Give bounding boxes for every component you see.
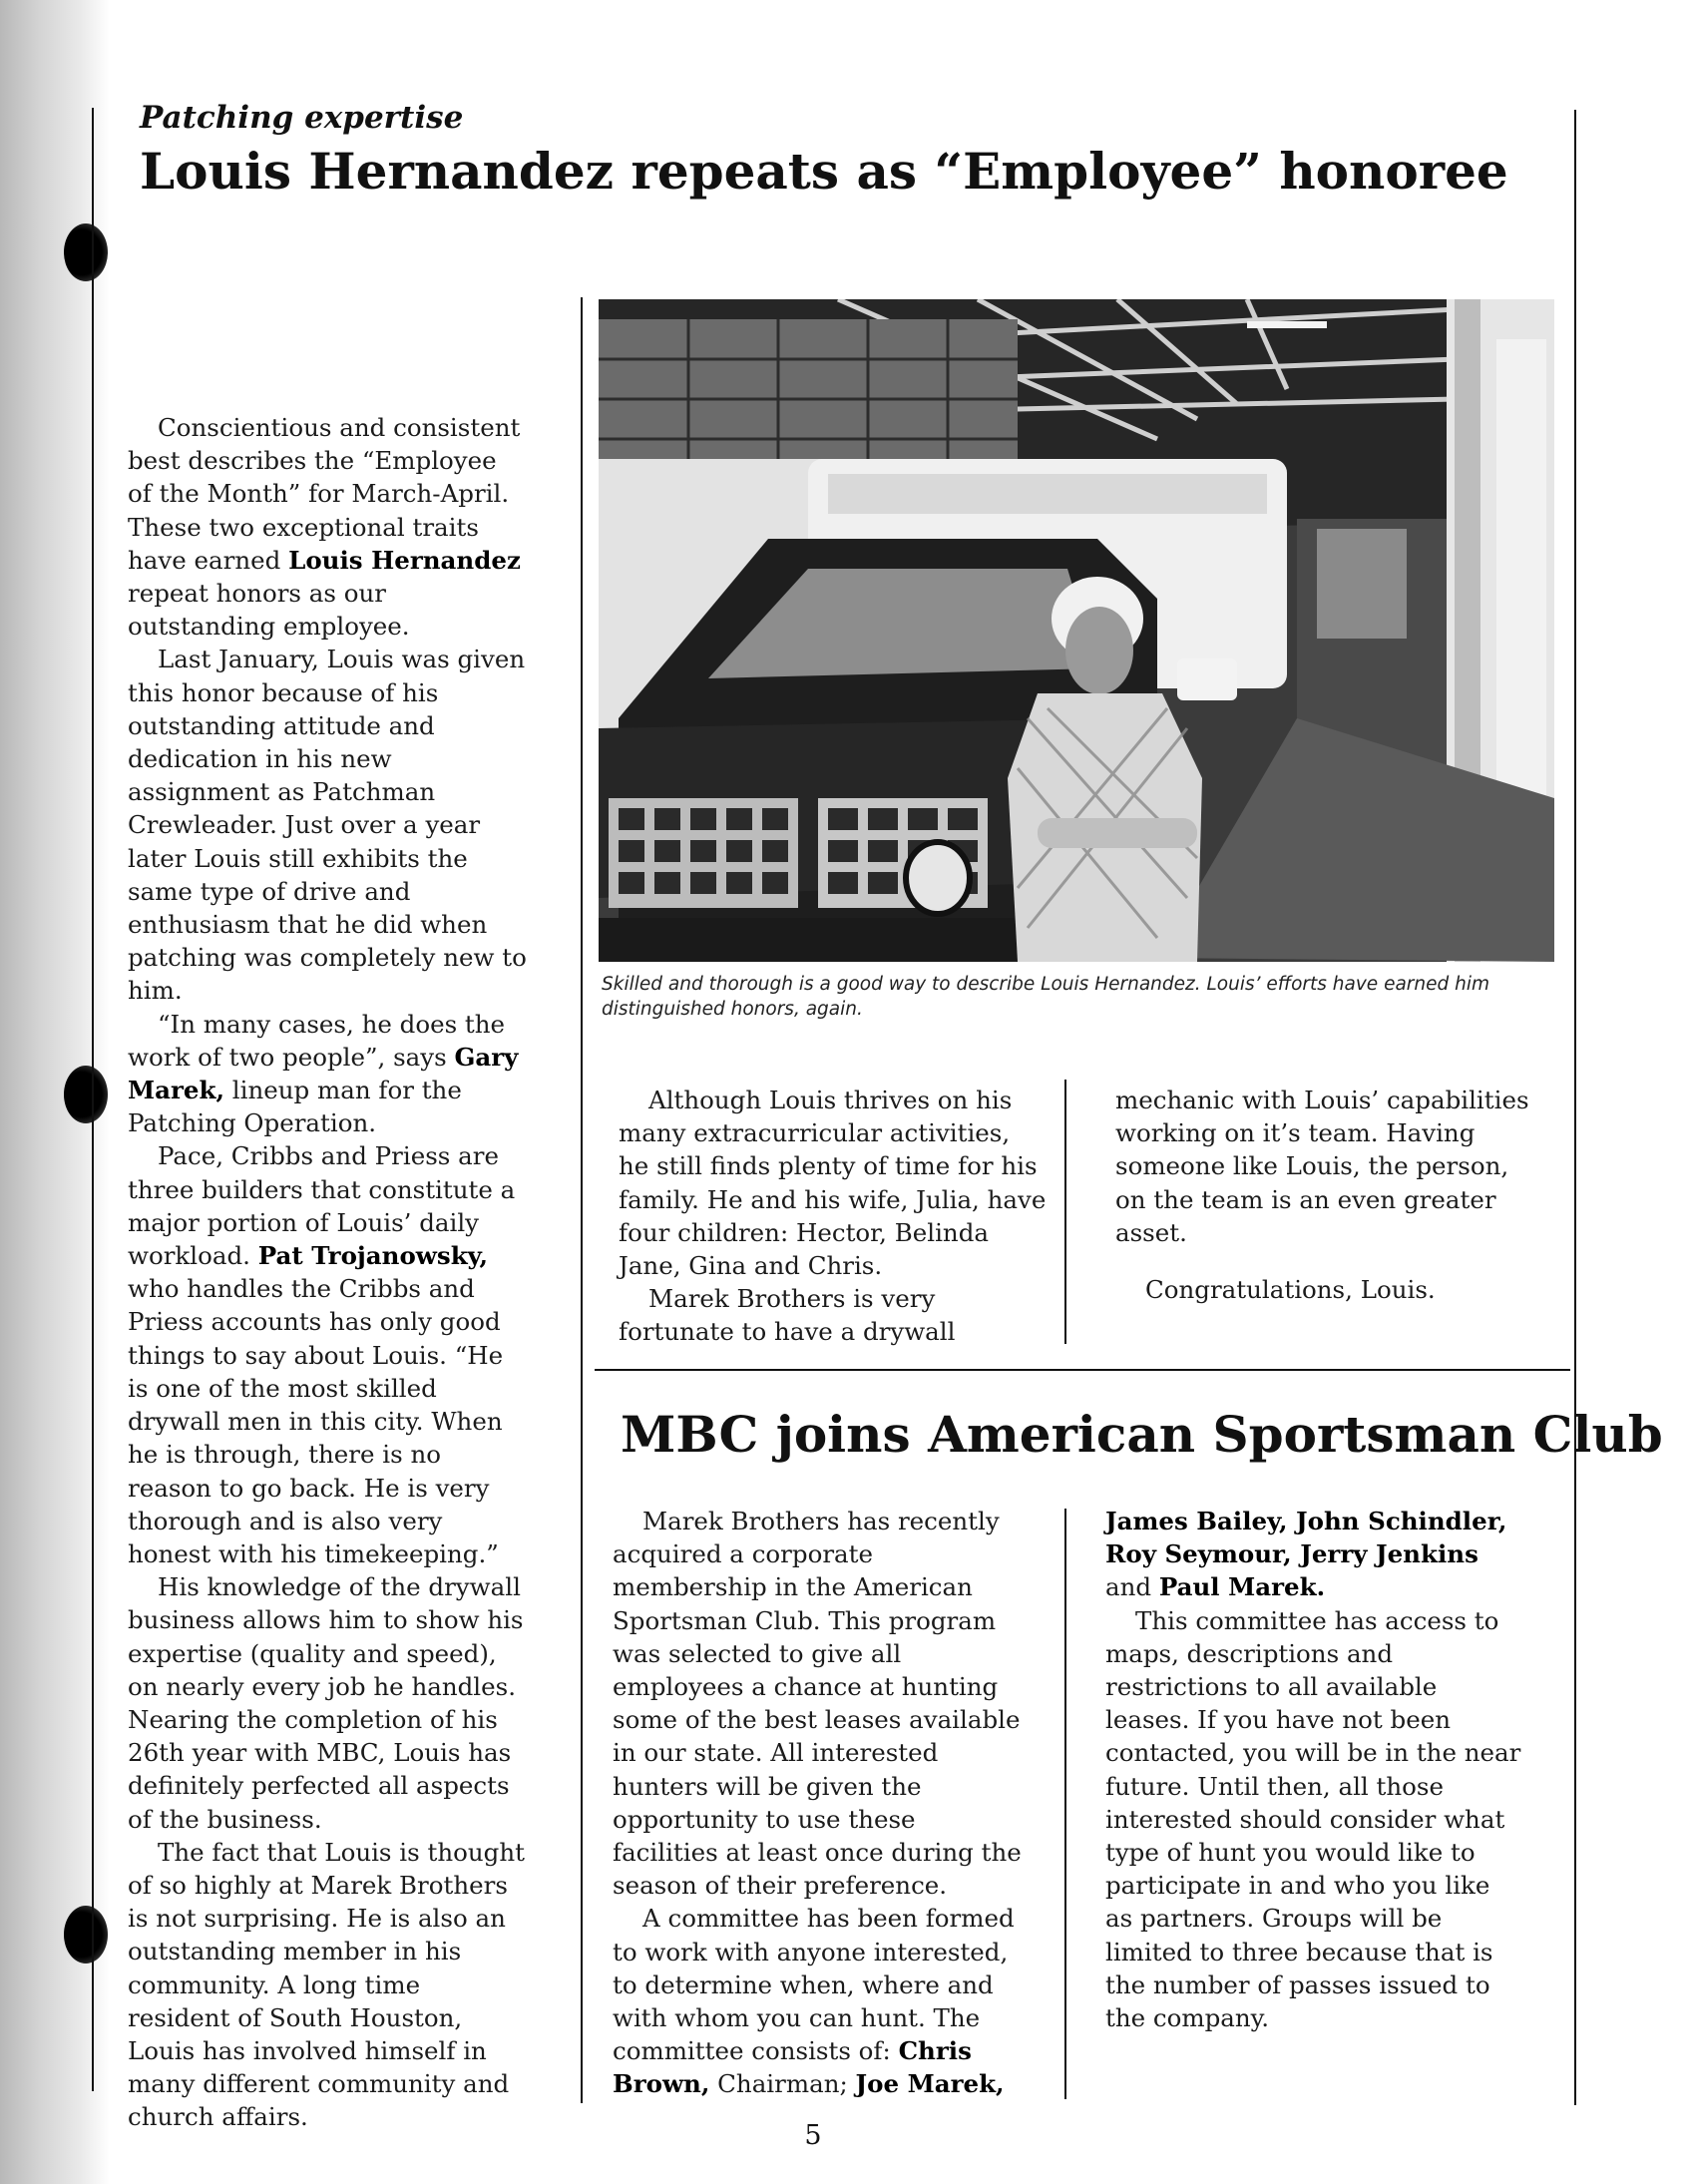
paragraph: mechanic with Louis’ capabilities working on it’s team. Having someone like Louis, the person, on the team is an even greater asset. — [1115, 1086, 1529, 1247]
name-pat-trojanowsky: Pat Trojanowsky, — [257, 1241, 489, 1271]
paragraph: Pace, Cribbs and Priess are three builders that constitute a major portion of Louis’ daily workload. Pat Trojanowsky, who handles the Cribbs and Priess accounts has only good things to say about Louis. “He is one of the most skilled drywall men in this city. When he is through, there is no reason to go back. He is very thorough and is also very honest with his timekeeping.” — [128, 1141, 516, 1568]
punch-hole-top — [64, 223, 108, 281]
kicker: Patching expertise — [140, 100, 464, 136]
article2-column-2 — [1105, 1505, 1524, 2034]
left-margin-rule — [92, 108, 94, 2091]
page-number: 5 — [804, 2120, 822, 2151]
paragraph: Last January, Louis was given this honor because of his outstanding attitude and dedication in his new assignment as Patchman Crewleader. Just over a year later Louis still exhibits the same type of drive and enthusiasm that he did when patching was completely new to him. — [128, 645, 527, 1006]
paragraph: “In many cases, he does the work of two people”, says Gary Marek, lineup man for the Patching Operation. — [128, 1009, 519, 1138]
photo-louis-with-truck — [599, 299, 1554, 962]
name-louis-hernandez: Louis Hernandez — [288, 545, 521, 575]
article1-column-2 — [619, 1084, 1048, 1349]
column-rule-article1 — [1064, 1080, 1066, 1344]
article1-column-1 — [128, 411, 527, 2134]
article-separator — [595, 1369, 1570, 1371]
photo-caption: Skilled and thorough is a good way to describe Louis Hernandez. Louis’ efforts have earned him distinguished honors, again. — [602, 974, 1490, 1020]
paragraph: His knowledge of the drywall business allows him to show his expertise (quality and speed), on nearly every job he handles. Nearing the completion of his 26th year with MBC, Louis has definitely perfected all aspects of the business. — [128, 1572, 524, 1834]
paragraph: James Bailey, John Schindler, Roy Seymour, Jerry Jenkins and Paul Marek. — [1105, 1507, 1507, 1602]
right-margin-rule — [1574, 110, 1576, 2105]
paragraph: Marek Brothers is very fortunate to have a drywall — [619, 1284, 956, 1347]
punch-hole-middle — [64, 1066, 108, 1123]
paragraph: This committee has access to maps, descriptions and restrictions to all available leases. If you have not been contacted, you will be in the near future. Until then, all those interested should consider what type of hunt you would like to participate in and who you like as partners. Groups will be limited to three because that is the number of passes issued to the company. — [1105, 1605, 1521, 2033]
paragraph: Although Louis thrives on his many extracurricular activities, he still finds plenty of time for his family. He and his wife, Julia, have four children: Hector, Belinda Jane, Gina and Chris. — [619, 1086, 1047, 1281]
column-rule-left — [581, 297, 583, 2103]
name-paul-marek: Paul Marek. — [1158, 1572, 1326, 1602]
headline-sportsman-club: MBC joins American Sportsman Club — [621, 1405, 1663, 1464]
punch-hole-bottom — [64, 1906, 108, 1964]
name-chris-brown: Chris Brown, — [613, 2036, 972, 2099]
headline: Louis Hernandez repeats as “Employee” honoree — [140, 142, 1508, 201]
paragraph: The fact that Louis is thought of so highly at Marek Brothers is not surprising. He is also an outstanding member in his community. A long time resident of South Houston, Louis has involved himself in many different community and church affairs. — [128, 1837, 525, 2132]
paragraph: A committee has been formed to work with anyone interested, to determine when, where and with whom you can hunt. The committee consists of: Chris Brown, Chairman; Joe Marek, — [613, 1904, 1015, 2099]
paragraph: Marek Brothers has recently acquired a corporate membership in the American Sportsman Club. This program was selected to give all employees a chance at hunting some of the best leases available in our state. All interested hunters will be given the opportunity to use these facilities at least once during the season of their preference. — [613, 1507, 1022, 1901]
name-gary-marek: Gary Marek, — [128, 1042, 519, 1105]
column-rule-article2 — [1064, 1509, 1066, 2099]
paragraph: Conscientious and consistent best describes the “Employee of the Month” for March-April. These two exceptional traits have earned Louis Hernandez repeat honors as our outstanding employee. — [128, 413, 521, 642]
congratulations: Congratulations, Louis. — [1145, 1275, 1436, 1305]
committee-names: James Bailey, John Schindler, Roy Seymour, Jerry Jenkins — [1105, 1507, 1507, 1569]
article1-column-3 — [1115, 1084, 1544, 1306]
article2-column-1 — [613, 1505, 1028, 2101]
name-joe-marek: Joe Marek, — [855, 2069, 1005, 2099]
photo-illustration — [599, 299, 1554, 962]
